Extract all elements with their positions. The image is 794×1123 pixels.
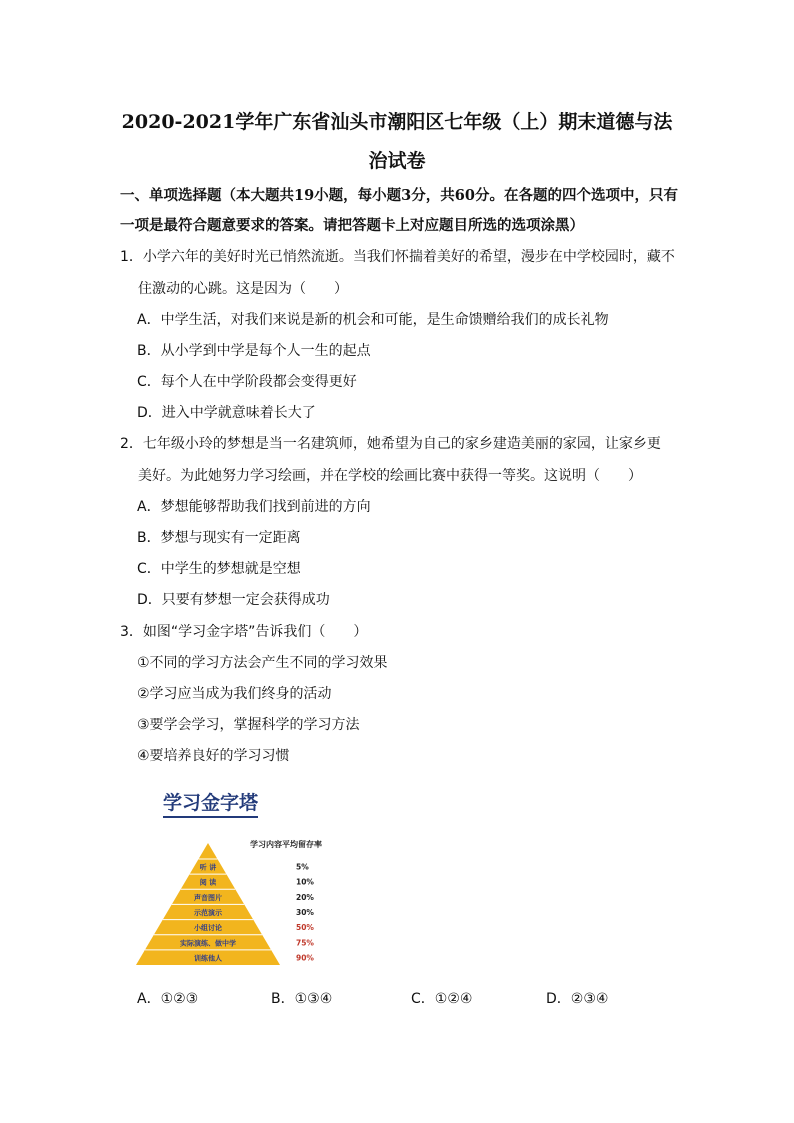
question-1-option-a: A．中学生活，对我们来说是新的机会和可能，是生命馈赠给我们的成长礼物 <box>137 312 609 328</box>
question-1-option-b: B．从小学到中学是每个人一生的起点 <box>137 343 371 359</box>
question-2-option-a: A．梦想能够帮助我们找到前进的方向 <box>137 499 371 515</box>
question-3-option-b: B．①③④ <box>271 991 333 1007</box>
question-2-option-c: C．中学生的梦想就是空想 <box>137 561 301 577</box>
question-1-option-c: C．每个人在中学阶段都会变得更好 <box>137 374 357 390</box>
pyramid-level-label: 实际演练、做中学 <box>180 939 236 948</box>
question-1-stem-line2: 住激动的心跳。这是因为（ ） <box>138 281 348 297</box>
question-3-option-d: D．②③④ <box>546 991 609 1007</box>
pyramid-level-label: 示范演示 <box>194 909 222 917</box>
pyramid-level-rate: 20% <box>296 892 314 902</box>
question-1-stem-line1: 1．小学六年的美好时光已悄然流逝。当我们怀揣着美好的希望，漫步在中学校园时，藏不 <box>120 249 675 265</box>
question-2-stem-line1: 2．七年级小玲的梦想是当一名建筑师，她希望为自己的家乡建造美丽的家园，让家乡更 <box>120 436 661 452</box>
pyramid-level-rate: 10% <box>296 877 314 887</box>
paper-title-line2: 治试卷 <box>368 150 426 172</box>
pyramid-subtitle: 学习内容平均留存率 <box>250 840 322 849</box>
pyramid-level-label: 声音图片 <box>194 893 222 902</box>
pyramid-level-label: 训练他人 <box>194 954 222 963</box>
question-1-option-d: D．进入中学就意味着长大了 <box>137 405 316 421</box>
pyramid-level-label: 小组讨论 <box>194 924 222 933</box>
paper-title-line1: 2020-2021学年广东省汕头市潮阳区七年级（上）期末道德与法 <box>121 111 673 133</box>
figure-title: 学习金字塔 <box>163 788 258 818</box>
question-3-statement-4: ④要培养良好的学习习惯 <box>137 748 290 764</box>
question-3-option-c: C．①②④ <box>411 991 473 1007</box>
pyramid-level-rate: 50% <box>296 923 314 933</box>
pyramid-level-rate: 5% <box>296 862 309 872</box>
question-2-option-b: B．梦想与现实有一定距离 <box>137 530 301 546</box>
question-3-stem: 3．如图“学习金字塔”告诉我们（ ） <box>120 624 368 640</box>
learning-pyramid-figure <box>136 835 356 967</box>
question-3-statement-3: ③要学会学习，掌握科学的学习方法 <box>137 717 360 733</box>
question-3-statement-1: ①不同的学习方法会产生不同的学习效果 <box>137 655 388 671</box>
pyramid-level-label: 阅 读 <box>199 878 217 887</box>
pyramid-level-rate: 90% <box>296 953 314 963</box>
pyramid-level-label: 听 讲 <box>199 863 217 872</box>
pyramid-level-rate: 30% <box>296 908 314 917</box>
question-3-statement-2: ②学习应当成为我们终身的活动 <box>137 686 332 702</box>
section-heading-line1: 一、单项选择题（本大题共19小题，每小题3分，共60分。在各题的四个选项中，只有 <box>120 187 678 204</box>
pyramid-level-rate: 75% <box>296 938 314 948</box>
question-2-option-d: D．只要有梦想一定会获得成功 <box>137 592 330 608</box>
question-2-stem-line2: 美好。为此她努力学习绘画，并在学校的绘画比赛中获得一等奖。这说明（ ） <box>138 468 642 484</box>
section-heading-line2: 一项是最符合题意要求的答案。请把答题卡上对应题目所选的选项涂黑） <box>120 217 584 234</box>
question-3-option-a: A．①②③ <box>137 991 199 1007</box>
